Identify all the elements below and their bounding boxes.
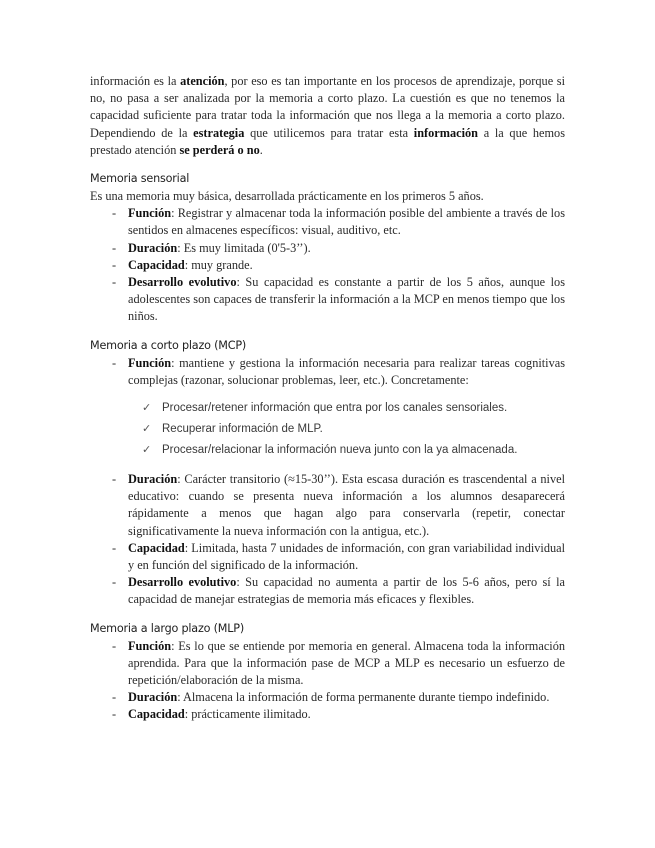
check-icon: ✓ <box>142 444 152 457</box>
heading-memoria-largo-plazo: Memoria a largo plazo (MLP) <box>90 621 244 635</box>
check-item-text: Procesar/retener información que entra por los canales sensoriales. <box>162 402 508 415</box>
item-text: : Su capacidad no aumenta a partir de los 5-6 años, pero sí la capacidad de manejar estrategias de memoria más eficaces y flexibles. <box>128 575 565 607</box>
check-icon: ✓ <box>142 402 152 415</box>
dash-bullet-icon: - <box>112 240 117 255</box>
intro-bold-atencion: atención <box>180 74 225 88</box>
list-item <box>90 540 565 574</box>
list-item <box>90 638 565 690</box>
intro-bold-estrategia: estrategia <box>193 125 245 140</box>
item-label: Desarrollo evolutivo <box>128 575 237 590</box>
item-label: Duración <box>128 240 178 255</box>
dash-bullet-icon: - <box>112 638 117 653</box>
item-label: Función <box>128 206 172 221</box>
item-text: : prácticamente ilimitado. <box>184 707 311 722</box>
list-item <box>90 706 565 723</box>
sensorial-list <box>90 205 565 325</box>
dash-bullet-icon: - <box>112 472 117 487</box>
heading-memoria-corto-plazo: Memoria a corto plazo (MCP) <box>90 338 247 352</box>
item-label: Duración <box>128 472 178 487</box>
item-text: : mantiene y gestiona la información necesaria para realizar tareas cognitivas complejas (razonar, solucionar problemas, leer, etc.). Concretamente: <box>128 355 565 387</box>
check-item <box>142 422 565 436</box>
intro-text-1: información es la <box>90 74 181 88</box>
item-text: : Registrar y almacenar toda la información posible del ambiente a través de los sentidos en almacenes específicos: visual, auditivo, etc. <box>128 206 565 238</box>
dash-bullet-icon: - <box>112 690 117 705</box>
intro-text-4: a la que hemos prestado atención <box>90 125 565 157</box>
dash-bullet-icon: - <box>112 707 117 722</box>
intro-bold-informacion: información <box>413 125 478 140</box>
list-item <box>90 205 565 239</box>
intro-text-3: que utilicemos para tratar esta <box>244 125 414 140</box>
dash-bullet-icon: - <box>112 355 117 370</box>
intro-bold-perdera: se perderá o no <box>179 142 260 157</box>
dash-bullet-icon: - <box>112 206 117 221</box>
check-item-text: Procesar/relacionar la información nueva junto con la ya almacenada. <box>162 444 518 457</box>
item-label: Capacidad <box>128 257 185 272</box>
list-item <box>90 689 565 706</box>
dash-bullet-icon: - <box>112 575 117 590</box>
intro-paragraph <box>90 73 565 159</box>
check-item <box>142 443 565 457</box>
check-icon: ✓ <box>142 423 152 436</box>
list-item <box>90 471 565 540</box>
item-label: Función <box>128 355 172 370</box>
heading-memoria-sensorial: Memoria sensorial <box>90 172 190 186</box>
dash-bullet-icon: - <box>112 275 117 290</box>
dash-bullet-icon: - <box>112 540 117 555</box>
item-text: : Limitada, hasta 7 unidades de información, con gran variabilidad individual y en función del significado de la información. <box>128 540 565 573</box>
item-label: Función <box>128 638 172 653</box>
mcp-list <box>90 471 565 609</box>
item-label: Desarrollo evolutivo <box>128 275 237 290</box>
intro-text-2: , por eso es tan importante en los procesos de aprendizaje, porque si no, no pasa a ser analizada por la memoria a corto plazo. La cuestión es que no tenemos la capacidad suficiente para tratar toda la información que nos llega a la memoria a corto plazo. Dependiendo de la <box>90 74 565 140</box>
list-item <box>90 240 565 257</box>
sensorial-intro: Es una memoria muy básica, desarrollada prácticamente en los primeros 5 años. <box>90 189 484 204</box>
mlp-list <box>90 638 565 724</box>
dash-bullet-icon: - <box>112 257 117 272</box>
check-item-text: Recuperar información de MLP. <box>162 423 323 436</box>
item-label: Capacidad <box>128 540 185 555</box>
list-item <box>90 257 565 274</box>
item-text: : Almacena la información de forma permanente durante tiempo indefinido. <box>177 690 550 705</box>
item-text: : muy grande. <box>184 257 253 272</box>
item-label: Capacidad <box>128 707 185 722</box>
item-text: : Es lo que se entiende por memoria en general. Almacena toda la información aprendida. Para que la información pase de MCP a MLP es necesario un esfuerzo de repetición/elaboración de la misma. <box>128 638 565 688</box>
list-item <box>90 274 565 326</box>
mcp-list-funcion <box>90 355 565 389</box>
intro-text-5: . <box>259 142 263 157</box>
item-text: : Es muy limitada (0'5-3’’). <box>177 240 311 255</box>
list-item <box>90 355 565 389</box>
check-item <box>142 401 565 415</box>
mcp-check-list <box>90 401 565 457</box>
item-text: : Su capacidad es constante a partir de los 5 años, aunque los adolescentes son capaces de transferir la información a la MCP en menos tiempo que los niños. <box>128 275 565 324</box>
item-label: Duración <box>128 690 178 705</box>
list-item <box>90 574 565 608</box>
item-text: : Carácter transitorio (≈15-30’’). Esta escasa duración es trascendental a nivel educativo: cuando se presenta nueva información a los alumnos desaparecerá rápidamente a menos que hagan algo para conservarla (repetir, conectar significativamente la nueva información con la antigua, etc.). <box>128 472 565 538</box>
